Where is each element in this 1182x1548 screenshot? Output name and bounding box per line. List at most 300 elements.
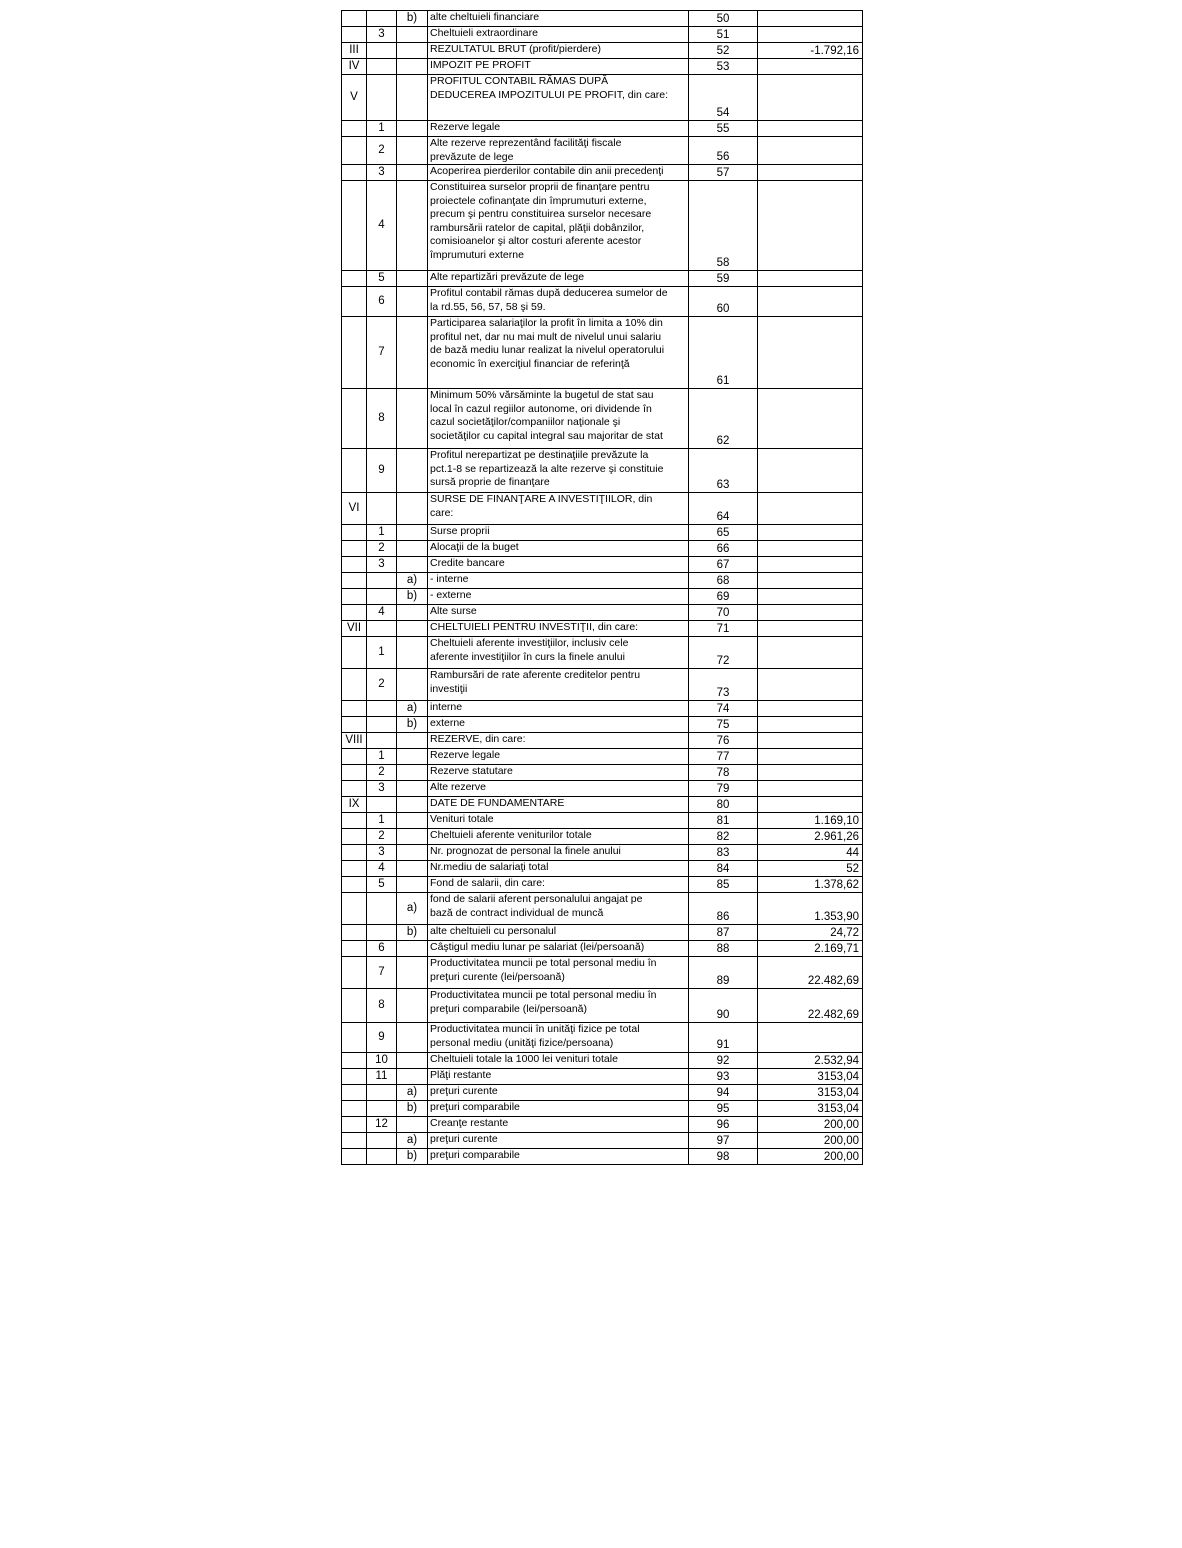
row-section: [342, 287, 367, 317]
row-letter: [397, 781, 428, 797]
row-number: 8: [367, 389, 397, 449]
row-description: Cheltuieli aferente veniturilor totale: [428, 829, 689, 845]
row-section: [342, 121, 367, 137]
row-number: 3: [367, 557, 397, 573]
row-letter: a): [397, 701, 428, 717]
row-letter: [397, 287, 428, 317]
row-letter: [397, 637, 428, 669]
row-number: 3: [367, 165, 397, 181]
row-code: 66: [689, 541, 758, 557]
row-section: [342, 813, 367, 829]
row-number: 3: [367, 781, 397, 797]
row-number: [367, 11, 397, 27]
row-description: Alocaţii de la buget: [428, 541, 689, 557]
row-section: [342, 781, 367, 797]
row-number: 4: [367, 861, 397, 877]
row-description: preţuri curente: [428, 1133, 689, 1149]
table-row: [342, 957, 863, 989]
row-number: [367, 893, 397, 925]
row-number: 12: [367, 1117, 397, 1133]
row-value: -1.792,16: [758, 43, 863, 59]
table-row: [342, 271, 863, 287]
row-letter: [397, 75, 428, 121]
budget-table-body: [342, 11, 863, 1165]
row-description: fond de salarii aferent personalului angajat pe bază de contract individual de muncă: [428, 893, 689, 925]
row-description: REZULTATUL BRUT (profit/pierdere): [428, 43, 689, 59]
row-section: [342, 1085, 367, 1101]
row-section: [342, 637, 367, 669]
row-code: 72: [689, 637, 758, 669]
row-number: 2: [367, 829, 397, 845]
row-letter: [397, 1023, 428, 1053]
row-value: 44: [758, 845, 863, 861]
row-number: 3: [367, 845, 397, 861]
row-code: 82: [689, 829, 758, 845]
row-letter: [397, 861, 428, 877]
row-number: [367, 621, 397, 637]
row-code: 62: [689, 389, 758, 449]
row-section: VIII: [342, 733, 367, 749]
row-code: 84: [689, 861, 758, 877]
table-row: [342, 733, 863, 749]
row-section: [342, 389, 367, 449]
row-description: preţuri comparabile: [428, 1101, 689, 1117]
row-code: 67: [689, 557, 758, 573]
row-value: 1.378,62: [758, 877, 863, 893]
row-value: [758, 717, 863, 733]
row-section: [342, 1133, 367, 1149]
row-value: [758, 765, 863, 781]
row-letter: [397, 557, 428, 573]
table-row: [342, 59, 863, 75]
row-description: interne: [428, 701, 689, 717]
row-section: [342, 941, 367, 957]
row-code: 50: [689, 11, 758, 27]
row-description: alte cheltuieli financiare: [428, 11, 689, 27]
row-letter: [397, 317, 428, 389]
row-section: [342, 1023, 367, 1053]
row-description: Cheltuieli extraordinare: [428, 27, 689, 43]
row-section: VI: [342, 493, 367, 525]
row-section: [342, 589, 367, 605]
row-code: 53: [689, 59, 758, 75]
row-description: Participarea salariaţilor la profit în limita a 10% din profitul net, dar nu mai mult de nivelul unui salariu de bază mediu lunar realizat la nivelul operatorului economic în exerciţiul financiar de referinţă: [428, 317, 689, 389]
row-value: [758, 605, 863, 621]
row-section: [342, 605, 367, 621]
row-letter: a): [397, 1133, 428, 1149]
table-row: [342, 317, 863, 389]
row-number: 5: [367, 877, 397, 893]
row-description: Fond de salarii, din care:: [428, 877, 689, 893]
row-letter: [397, 389, 428, 449]
table-row: [342, 27, 863, 43]
row-section: [342, 317, 367, 389]
row-value: [758, 449, 863, 493]
table-row: [342, 165, 863, 181]
row-number: 3: [367, 27, 397, 43]
row-number: 7: [367, 957, 397, 989]
row-value: [758, 589, 863, 605]
row-code: 52: [689, 43, 758, 59]
row-code: 73: [689, 669, 758, 701]
row-letter: [397, 669, 428, 701]
row-letter: [397, 845, 428, 861]
row-code: 91: [689, 1023, 758, 1053]
row-section: [342, 557, 367, 573]
row-description: Alte repartizări prevăzute de lege: [428, 271, 689, 287]
table-row: [342, 1101, 863, 1117]
row-number: 5: [367, 271, 397, 287]
row-section: III: [342, 43, 367, 59]
row-description: Productivitatea muncii în unităţi fizice pe total personal mediu (unităţi fizice/persoana): [428, 1023, 689, 1053]
row-value: [758, 389, 863, 449]
row-description: Credite bancare: [428, 557, 689, 573]
table-row: [342, 1023, 863, 1053]
row-description: preţuri comparabile: [428, 1149, 689, 1165]
row-number: [367, 43, 397, 59]
table-row: [342, 1133, 863, 1149]
row-description: Rezerve legale: [428, 749, 689, 765]
row-code: 95: [689, 1101, 758, 1117]
table-row: [342, 11, 863, 27]
row-code: 83: [689, 845, 758, 861]
row-description: DATE DE FUNDAMENTARE: [428, 797, 689, 813]
row-description: Cheltuieli totale la 1000 lei venituri totale: [428, 1053, 689, 1069]
row-value: [758, 749, 863, 765]
table-row: [342, 75, 863, 121]
row-value: [758, 165, 863, 181]
row-description: Alte rezerve reprezentând facilităţi fiscale prevăzute de lege: [428, 137, 689, 165]
row-code: 68: [689, 573, 758, 589]
table-row: [342, 669, 863, 701]
row-letter: [397, 749, 428, 765]
row-description: Rezerve legale: [428, 121, 689, 137]
row-code: 59: [689, 271, 758, 287]
row-description: Profitul nerepartizat pe destinaţiile prevăzute la pct.1-8 se repartizează la alte rezerve şi constituie sursă proprie de finanţare: [428, 449, 689, 493]
row-value: [758, 797, 863, 813]
table-row: [342, 877, 863, 893]
row-code: 65: [689, 525, 758, 541]
row-number: [367, 797, 397, 813]
row-description: Productivitatea muncii pe total personal mediu în preţuri curente (lei/persoană): [428, 957, 689, 989]
row-section: [342, 749, 367, 765]
row-code: 92: [689, 1053, 758, 1069]
table-row: [342, 925, 863, 941]
row-code: 78: [689, 765, 758, 781]
row-value: [758, 541, 863, 557]
row-section: [342, 573, 367, 589]
row-value: [758, 733, 863, 749]
row-section: [342, 1101, 367, 1117]
row-number: 1: [367, 121, 397, 137]
table-row: [342, 573, 863, 589]
row-value: 2.169,71: [758, 941, 863, 957]
row-code: 55: [689, 121, 758, 137]
row-code: 85: [689, 877, 758, 893]
row-section: [342, 137, 367, 165]
row-section: [342, 829, 367, 845]
row-description: Rambursări de rate aferente creditelor pentru investiţii: [428, 669, 689, 701]
row-number: [367, 1133, 397, 1149]
row-value: [758, 11, 863, 27]
row-value: 3153,04: [758, 1085, 863, 1101]
row-number: 2: [367, 669, 397, 701]
row-letter: [397, 59, 428, 75]
table-row: [342, 389, 863, 449]
row-code: 71: [689, 621, 758, 637]
row-number: [367, 493, 397, 525]
row-code: 64: [689, 493, 758, 525]
row-code: 76: [689, 733, 758, 749]
row-section: [342, 701, 367, 717]
row-value: 2.532,94: [758, 1053, 863, 1069]
row-letter: [397, 43, 428, 59]
row-description: Creanţe restante: [428, 1117, 689, 1133]
row-letter: [397, 493, 428, 525]
row-section: V: [342, 75, 367, 121]
row-code: 93: [689, 1069, 758, 1085]
table-row: [342, 765, 863, 781]
row-section: [342, 957, 367, 989]
row-letter: [397, 941, 428, 957]
row-number: [367, 733, 397, 749]
table-row: [342, 121, 863, 137]
row-number: 6: [367, 287, 397, 317]
row-description: Venituri totale: [428, 813, 689, 829]
row-letter: a): [397, 573, 428, 589]
row-value: [758, 1023, 863, 1053]
row-section: [342, 271, 367, 287]
table-row: [342, 525, 863, 541]
table-row: [342, 605, 863, 621]
row-code: 56: [689, 137, 758, 165]
row-number: [367, 59, 397, 75]
row-code: 88: [689, 941, 758, 957]
row-number: [367, 925, 397, 941]
row-value: 200,00: [758, 1133, 863, 1149]
row-number: 8: [367, 989, 397, 1023]
row-value: [758, 669, 863, 701]
row-letter: [397, 733, 428, 749]
row-letter: [397, 541, 428, 557]
row-description: alte cheltuieli cu personalul: [428, 925, 689, 941]
row-code: 80: [689, 797, 758, 813]
row-section: VII: [342, 621, 367, 637]
row-section: [342, 27, 367, 43]
row-section: [342, 669, 367, 701]
row-number: [367, 1085, 397, 1101]
row-number: 10: [367, 1053, 397, 1069]
row-section: [342, 181, 367, 271]
row-number: [367, 1101, 397, 1117]
table-row: [342, 813, 863, 829]
row-value: 22.482,69: [758, 989, 863, 1023]
row-description: - externe: [428, 589, 689, 605]
row-number: 1: [367, 525, 397, 541]
row-value: 1.353,90: [758, 893, 863, 925]
row-letter: [397, 1053, 428, 1069]
row-value: [758, 75, 863, 121]
row-number: 7: [367, 317, 397, 389]
table-row: [342, 829, 863, 845]
row-value: 2.961,26: [758, 829, 863, 845]
row-section: [342, 11, 367, 27]
row-number: [367, 75, 397, 121]
row-value: [758, 621, 863, 637]
row-section: [342, 925, 367, 941]
row-letter: [397, 449, 428, 493]
row-value: [758, 181, 863, 271]
row-number: 4: [367, 181, 397, 271]
row-letter: b): [397, 11, 428, 27]
row-description: Rezerve statutare: [428, 765, 689, 781]
row-code: 74: [689, 701, 758, 717]
row-code: 98: [689, 1149, 758, 1165]
row-letter: a): [397, 893, 428, 925]
table-row: [342, 1149, 863, 1165]
row-code: 90: [689, 989, 758, 1023]
table-row: [342, 941, 863, 957]
row-letter: b): [397, 925, 428, 941]
row-number: 2: [367, 765, 397, 781]
row-code: 54: [689, 75, 758, 121]
row-letter: [397, 181, 428, 271]
row-section: [342, 861, 367, 877]
row-description: REZERVE, din care:: [428, 733, 689, 749]
row-letter: [397, 27, 428, 43]
row-letter: [397, 525, 428, 541]
row-value: 24,72: [758, 925, 863, 941]
table-row: [342, 621, 863, 637]
row-letter: b): [397, 1101, 428, 1117]
table-row: [342, 749, 863, 765]
row-description: Câştigul mediu lunar pe salariat (lei/persoană): [428, 941, 689, 957]
row-code: 87: [689, 925, 758, 941]
row-value: 1.169,10: [758, 813, 863, 829]
row-number: 1: [367, 749, 397, 765]
row-section: [342, 877, 367, 893]
row-letter: [397, 797, 428, 813]
row-value: [758, 137, 863, 165]
row-description: Nr.mediu de salariaţi total: [428, 861, 689, 877]
row-description: Alte rezerve: [428, 781, 689, 797]
row-number: 11: [367, 1069, 397, 1085]
row-section: [342, 893, 367, 925]
row-number: 9: [367, 449, 397, 493]
row-value: [758, 493, 863, 525]
row-code: 70: [689, 605, 758, 621]
row-letter: [397, 877, 428, 893]
row-description: Profitul contabil rămas după deducerea sumelor de la rd.55, 56, 57, 58 şi 59.: [428, 287, 689, 317]
row-letter: b): [397, 589, 428, 605]
row-letter: [397, 165, 428, 181]
table-row: [342, 493, 863, 525]
row-section: [342, 989, 367, 1023]
row-code: 94: [689, 1085, 758, 1101]
row-value: 22.482,69: [758, 957, 863, 989]
row-number: 6: [367, 941, 397, 957]
row-letter: [397, 137, 428, 165]
row-value: 3153,04: [758, 1069, 863, 1085]
row-code: 58: [689, 181, 758, 271]
table-row: [342, 541, 863, 557]
row-number: 1: [367, 813, 397, 829]
row-section: [342, 717, 367, 733]
row-value: [758, 525, 863, 541]
row-description: CHELTUIELI PENTRU INVESTIŢII, din care:: [428, 621, 689, 637]
table-row: [342, 1117, 863, 1133]
row-section: [342, 1149, 367, 1165]
row-letter: [397, 121, 428, 137]
row-section: IX: [342, 797, 367, 813]
row-code: 86: [689, 893, 758, 925]
table-row: [342, 557, 863, 573]
row-number: [367, 717, 397, 733]
row-value: [758, 317, 863, 389]
table-row: [342, 701, 863, 717]
row-description: PROFITUL CONTABIL RĂMAS DUPĂ DEDUCEREA IMPOZITULUI PE PROFIT, din care:: [428, 75, 689, 121]
table-row: [342, 181, 863, 271]
row-letter: [397, 605, 428, 621]
row-value: 200,00: [758, 1149, 863, 1165]
row-section: IV: [342, 59, 367, 75]
row-number: [367, 701, 397, 717]
row-code: 96: [689, 1117, 758, 1133]
row-description: Constituirea surselor proprii de finanţare pentru proiectele cofinanţate din împrumuturi externe, precum şi pentru constituirea surselor necesare rambursării ratelor de capital, plăţii dobânzilor, comisioanelor şi altor costuri aferente acestor împrumuturi externe: [428, 181, 689, 271]
table-row: [342, 1085, 863, 1101]
row-value: [758, 557, 863, 573]
table-row: [342, 589, 863, 605]
row-letter: [397, 989, 428, 1023]
row-value: [758, 27, 863, 43]
table-row: [342, 717, 863, 733]
row-code: 79: [689, 781, 758, 797]
row-description: externe: [428, 717, 689, 733]
budget-table: [341, 10, 863, 1165]
row-section: [342, 525, 367, 541]
row-code: 77: [689, 749, 758, 765]
row-number: [367, 573, 397, 589]
row-description: Cheltuieli aferente investiţiilor, inclusiv cele aferente investiţiilor în curs la finele anului: [428, 637, 689, 669]
table-row: [342, 449, 863, 493]
row-code: 97: [689, 1133, 758, 1149]
row-description: Productivitatea muncii pe total personal mediu în preţuri comparabile (lei/persoană): [428, 989, 689, 1023]
row-section: [342, 449, 367, 493]
row-value: [758, 781, 863, 797]
row-number: [367, 589, 397, 605]
table-row: [342, 287, 863, 317]
row-value: [758, 59, 863, 75]
row-description: - interne: [428, 573, 689, 589]
row-section: [342, 1117, 367, 1133]
row-letter: [397, 1069, 428, 1085]
row-number: [367, 1149, 397, 1165]
row-letter: [397, 271, 428, 287]
table-row: [342, 1053, 863, 1069]
row-code: 61: [689, 317, 758, 389]
table-row: [342, 781, 863, 797]
table-row: [342, 797, 863, 813]
row-letter: [397, 765, 428, 781]
row-number: 1: [367, 637, 397, 669]
row-code: 89: [689, 957, 758, 989]
row-letter: b): [397, 1149, 428, 1165]
row-description: Nr. prognozat de personal la finele anului: [428, 845, 689, 861]
row-value: [758, 637, 863, 669]
row-section: [342, 1053, 367, 1069]
row-value: 200,00: [758, 1117, 863, 1133]
row-letter: [397, 957, 428, 989]
